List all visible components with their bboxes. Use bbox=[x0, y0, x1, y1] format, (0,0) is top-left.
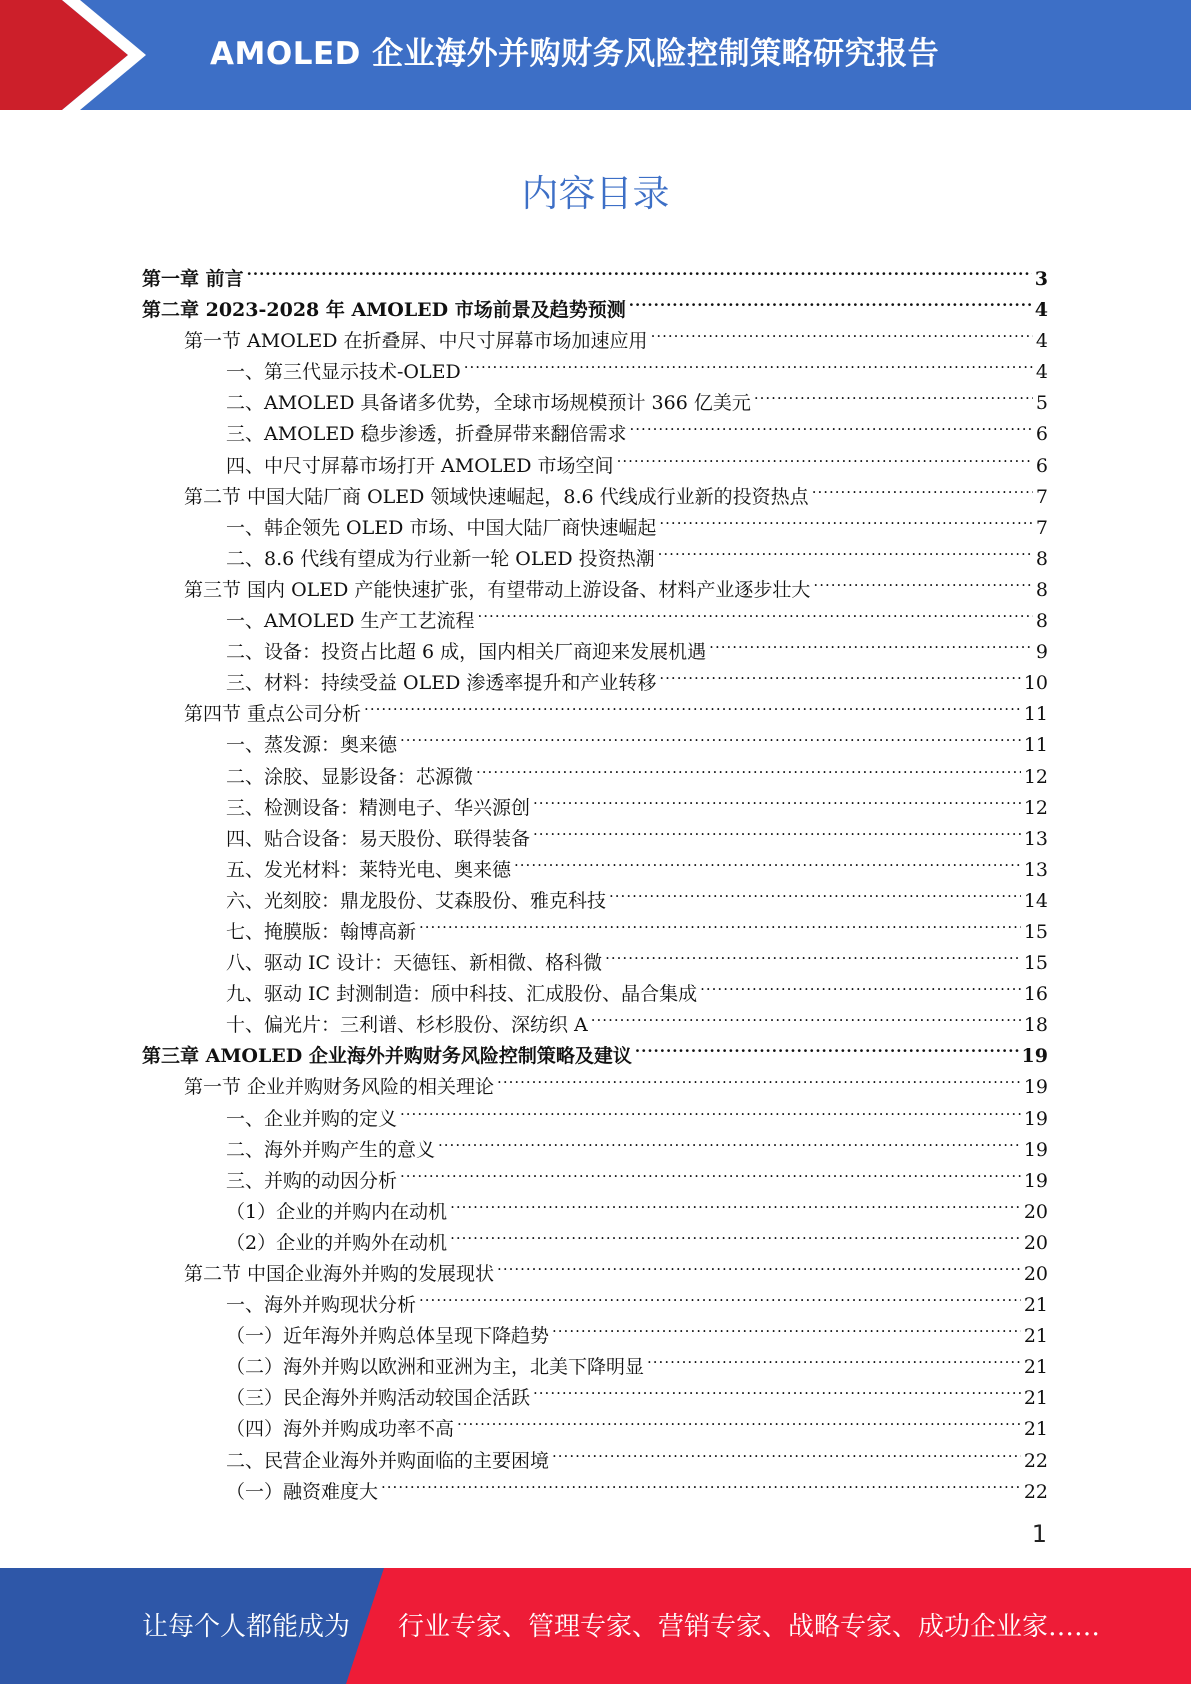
toc-leader-dots bbox=[630, 409, 1033, 440]
toc-entry-page: 21 bbox=[1023, 1325, 1048, 1348]
toc-entry[interactable] bbox=[142, 285, 1048, 322]
toc-entry-title: 一、企业并购的定义 bbox=[226, 1107, 398, 1130]
toc-entry-title: 一、韩企领先 OLED 市场、中国大陆厂商快速崛起 bbox=[226, 516, 657, 539]
toc-entry-title: 一、AMOLED 生产工艺流程 bbox=[226, 610, 475, 633]
toc-entry-title: 六、光刻胶：鼎龙股份、艾森股份、雅克科技 bbox=[226, 889, 607, 912]
toc-entry-title: 二、8.6 代线有望成为行业新一轮 OLED 投资热潮 bbox=[226, 547, 655, 570]
table-of-contents bbox=[142, 254, 1048, 1503]
toc-entry-title: （二）海外并购以欧洲和亚洲为主，北美下降明显 bbox=[226, 1356, 645, 1379]
toc-entry-page: 7 bbox=[1035, 485, 1048, 508]
toc-leader-dots bbox=[533, 1373, 1021, 1404]
toc-leader-dots bbox=[247, 254, 1032, 285]
toc-entry-title: 三、并购的动因分析 bbox=[226, 1169, 398, 1192]
toc-leader-dots bbox=[709, 627, 1033, 658]
toc-entry-page: 13 bbox=[1023, 858, 1048, 881]
toc-leader-dots bbox=[617, 441, 1033, 472]
toc-entry-page: 11 bbox=[1023, 734, 1048, 757]
toc-entry-title: 第一节 AMOLED 在折叠屏、中尺寸屏幕市场加速应用 bbox=[184, 330, 648, 353]
toc-entry-title: 二、民营企业海外并购面临的主要困境 bbox=[226, 1449, 550, 1472]
toc-entry-title: （四）海外并购成功率不高 bbox=[226, 1418, 455, 1441]
toc-entry-title: 七、掩膜版：翰博高新 bbox=[226, 920, 417, 943]
toc-entry-title: 八、驱动 IC 设计：天德钰、新相微、格科微 bbox=[226, 952, 603, 975]
toc-entry-page: 19 bbox=[1023, 1076, 1048, 1099]
toc-leader-dots bbox=[450, 1218, 1021, 1249]
toc-entry-page: 19 bbox=[1023, 1138, 1048, 1161]
toc-entry-page: 8 bbox=[1035, 578, 1048, 601]
toc-entry-title: 二、涂胶、显影设备：芯源微 bbox=[226, 765, 474, 788]
toc-leader-dots bbox=[457, 1404, 1021, 1435]
toc-entry-page: 15 bbox=[1023, 920, 1048, 943]
toc-leader-dots bbox=[476, 752, 1021, 783]
toc-leader-dots bbox=[400, 720, 1021, 751]
toc-leader-dots bbox=[464, 347, 1033, 378]
toc-entry-page: 9 bbox=[1035, 641, 1048, 664]
toc-leader-dots bbox=[659, 503, 1033, 534]
toc-entry-title: 一、第三代显示技术-OLED bbox=[226, 361, 461, 384]
toc-entry-title: （一）融资难度大 bbox=[226, 1480, 379, 1503]
toc-entry-page: 6 bbox=[1035, 423, 1048, 446]
toc-leader-dots bbox=[635, 1031, 1019, 1062]
toc-entry-page: 16 bbox=[1023, 983, 1048, 1006]
toc-leader-dots bbox=[400, 1094, 1021, 1125]
footer-slogan-right: 行业专家、管理专家、营销专家、战略专家、成功企业家…… bbox=[398, 1612, 1101, 1642]
toc-entry-title: 一、蒸发源：奥来德 bbox=[226, 734, 398, 757]
toc-leader-dots bbox=[419, 907, 1021, 938]
toc-entry-title: 四、中尺寸屏幕市场打开 AMOLED 市场空间 bbox=[226, 454, 614, 477]
toc-entry-page: 4 bbox=[1035, 330, 1048, 353]
toc-entry-page: 3 bbox=[1034, 268, 1048, 290]
toc-leader-dots bbox=[533, 783, 1021, 814]
toc-entry-title: （一）近年海外并购总体呈现下降趋势 bbox=[226, 1325, 550, 1348]
toc-leader-dots bbox=[497, 1062, 1021, 1093]
toc-leader-dots bbox=[552, 1311, 1021, 1342]
toc-leader-dots bbox=[647, 1342, 1021, 1373]
toc-entry-page: 7 bbox=[1035, 516, 1048, 539]
toc-leader-dots bbox=[364, 689, 1021, 720]
toc-leader-dots bbox=[754, 378, 1033, 409]
toc-leader-dots bbox=[658, 534, 1033, 565]
toc-entry-title: 三、检测设备：精测电子、华兴源创 bbox=[226, 796, 531, 819]
toc-entry-title: 二、设备：投资占比超 6 成，国内相关厂商迎来发展机遇 bbox=[226, 641, 707, 664]
page-number: 1 bbox=[1031, 1520, 1047, 1548]
toc-entry-page: 6 bbox=[1035, 454, 1048, 477]
toc-leader-dots bbox=[438, 1125, 1021, 1156]
toc-leader-dots bbox=[605, 938, 1021, 969]
toc-entry-title: 第二节 中国大陆厂商 OLED 领域快速崛起，8.6 代线成行业新的投资热点 bbox=[184, 485, 809, 508]
toc-leader-dots bbox=[812, 472, 1033, 503]
toc-entry-page: 14 bbox=[1023, 889, 1048, 912]
toc-entry-title: 二、AMOLED 具备诸多优势，全球市场规模预计 366 亿美元 bbox=[226, 392, 751, 415]
toc-entry-page: 8 bbox=[1035, 547, 1048, 570]
toc-entry-page: 20 bbox=[1023, 1263, 1048, 1285]
toc-entry-title: 第四节 重点公司分析 bbox=[184, 703, 362, 726]
toc-entry-title: 第二节 中国企业海外并购的发展现状 bbox=[184, 1263, 495, 1285]
toc-leader-dots bbox=[651, 316, 1033, 347]
toc-leader-dots bbox=[400, 1156, 1021, 1187]
toc-entry-title: 第三章 AMOLED 企业海外并购财务风险控制策略及建议 bbox=[142, 1045, 632, 1068]
toc-leader-dots bbox=[700, 969, 1021, 1000]
toc-entry-title: 三、材料：持续受益 OLED 渗透率提升和产业转移 bbox=[226, 672, 657, 695]
toc-entry-page: 8 bbox=[1035, 610, 1048, 633]
toc-entry-page: 4 bbox=[1034, 299, 1048, 322]
toc-entry-page: 21 bbox=[1023, 1387, 1048, 1410]
toc-entry-title: 九、驱动 IC 封测制造：颀中科技、汇成股份、晶合集成 bbox=[226, 983, 698, 1006]
toc-entry-title: 五、发光材料：莱特光电、奥来德 bbox=[226, 858, 512, 881]
toc-entry-title: 三、AMOLED 稳步渗透，折叠屏带来翻倍需求 bbox=[226, 423, 627, 446]
toc-entry-title: （1）企业的并购内在动机 bbox=[226, 1200, 448, 1223]
footer-banner bbox=[0, 1568, 1191, 1684]
toc-entry-page: 15 bbox=[1023, 952, 1048, 975]
toc-entry-title: 第三节 国内 OLED 产能快速扩张，有望带动上游设备、材料产业逐步壮大 bbox=[184, 578, 811, 601]
toc-entry-title: 二、海外并购产生的意义 bbox=[226, 1138, 436, 1161]
toc-entry-page: 22 bbox=[1023, 1480, 1048, 1503]
footer-slogan-left: 让每个人都能成为 bbox=[142, 1612, 351, 1642]
toc-entry-page: 21 bbox=[1023, 1418, 1048, 1441]
toc-leader-dots bbox=[591, 1000, 1021, 1031]
toc-entry[interactable] bbox=[142, 254, 1048, 290]
toc-entry-page: 20 bbox=[1023, 1231, 1048, 1254]
toc-entry-page: 10 bbox=[1023, 672, 1048, 695]
toc-leader-dots bbox=[450, 1187, 1021, 1218]
toc-entry-title: 第一章 前言 bbox=[142, 268, 244, 290]
toc-entry-page: 20 bbox=[1023, 1200, 1048, 1223]
toc-leader-dots bbox=[533, 814, 1021, 845]
toc-entry-page: 22 bbox=[1023, 1449, 1048, 1472]
toc-leader-dots bbox=[381, 1467, 1021, 1498]
toc-entry-page: 21 bbox=[1023, 1356, 1048, 1379]
toc-entry-page: 5 bbox=[1035, 392, 1048, 415]
toc-entry-title: 一、海外并购现状分析 bbox=[226, 1294, 417, 1317]
toc-entry-title: （2）企业的并购外在动机 bbox=[226, 1231, 448, 1254]
report-title: AMOLED 企业海外并购财务风险控制策略研究报告 bbox=[210, 36, 940, 72]
toc-leader-dots bbox=[514, 845, 1021, 876]
toc-leader-dots bbox=[813, 565, 1032, 596]
toc-entry-page: 12 bbox=[1023, 796, 1048, 819]
toc-entry-page: 19 bbox=[1023, 1107, 1048, 1130]
report-header-banner bbox=[0, 0, 1191, 110]
toc-leader-dots bbox=[609, 876, 1021, 907]
toc-entry-page: 12 bbox=[1023, 765, 1048, 788]
toc-entry-title: 第一节 企业并购财务风险的相关理论 bbox=[184, 1076, 495, 1099]
toc-leader-dots bbox=[659, 658, 1020, 689]
toc-entry-page: 21 bbox=[1023, 1294, 1048, 1317]
arrow-logo-icon bbox=[0, 0, 160, 110]
toc-heading: 内容目录 bbox=[521, 172, 670, 215]
toc-entry-page: 18 bbox=[1023, 1014, 1048, 1037]
toc-leader-dots bbox=[552, 1436, 1021, 1467]
toc-entry-title: 第二章 2023-2028 年 AMOLED 市场前景及趋势预测 bbox=[142, 299, 626, 322]
toc-leader-dots bbox=[497, 1249, 1021, 1280]
toc-leader-dots bbox=[629, 285, 1032, 316]
toc-entry-page: 13 bbox=[1023, 827, 1048, 850]
toc-entry-page: 19 bbox=[1023, 1169, 1048, 1192]
toc-leader-dots bbox=[419, 1280, 1021, 1311]
toc-leader-dots bbox=[478, 596, 1033, 627]
toc-entry-title: 十、偏光片：三利谱、杉杉股份、深纺织 A bbox=[226, 1014, 588, 1037]
toc-entry-page: 4 bbox=[1035, 361, 1048, 384]
toc-entry-title: （三）民企海外并购活动较国企活跃 bbox=[226, 1387, 531, 1410]
toc-entry-page: 19 bbox=[1021, 1045, 1048, 1068]
toc-entry-page: 11 bbox=[1023, 703, 1048, 726]
toc-entry-title: 四、贴合设备：易天股份、联得装备 bbox=[226, 827, 531, 850]
